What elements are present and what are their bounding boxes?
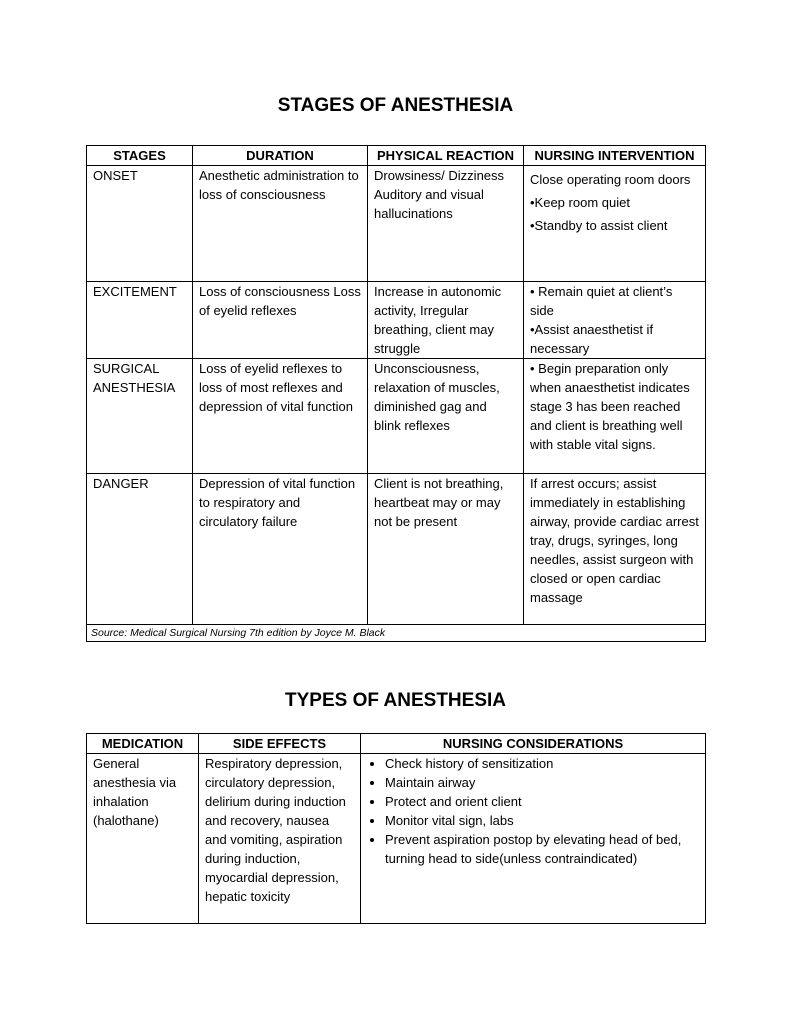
header-duration: DURATION: [193, 146, 368, 166]
stage-cell: EXCITEMENT: [87, 282, 193, 359]
duration-cell: Anesthetic administration to loss of consciousness: [193, 166, 368, 282]
table-row: [87, 282, 706, 359]
source-row: [87, 625, 706, 642]
reaction-cell: Unconsciousness, relaxation of muscles, diminished gag and blink reflexes: [368, 359, 524, 474]
header-nursing-considerations: NURSING CONSIDERATIONS: [361, 734, 706, 754]
intervention-line: •Standby to assist client: [530, 218, 668, 233]
intervention-line: If arrest occurs; assist immediately in establishing airway, provide cardiac arrest tray, drugs, syringes, long needles, assist surgeon with closed or open cardiac massage: [530, 476, 699, 605]
stage-cell: DANGER: [87, 474, 193, 625]
intervention-line: •Keep room quiet: [530, 195, 630, 210]
duration-cell: Loss of eyelid reflexes to loss of most reflexes and depression of vital function: [193, 359, 368, 474]
intervention-line: Close operating room doors: [530, 172, 691, 187]
table-row: [87, 754, 706, 924]
side-effects-cell: Respiratory depression, circulatory depression, delirium during induction and recovery, nausea and vomiting, aspiration during induction, myocardial depression, hepatic toxicity: [199, 754, 361, 924]
intervention-line: • Begin preparation only when anaesthetist indicates stage 3 has been reached and client is breathing well with stable vital signs.: [530, 361, 690, 452]
stage-cell: SURGICAL ANESTHESIA: [87, 359, 193, 474]
list-item: • Monitor vital sign, labs: [385, 811, 699, 830]
header-nursing-intervention: NURSING INTERVENTION: [524, 146, 706, 166]
duration-cell: Loss of consciousness Loss of eyelid reflexes: [193, 282, 368, 359]
considerations-list: [367, 754, 699, 868]
intervention-line: • Remain quiet at client’s side: [530, 284, 673, 318]
medication-cell: General anesthesia via inhalation (halothane): [87, 754, 199, 924]
stage-cell: ONSET: [87, 166, 193, 282]
types-header-row: [87, 734, 706, 754]
header-side-effects: SIDE EFFECTS: [199, 734, 361, 754]
header-medication: MEDICATION: [87, 734, 199, 754]
considerations-cell: [361, 754, 706, 924]
stages-title: STAGES OF ANESTHESIA: [277, 95, 514, 116]
stages-table: [86, 145, 706, 642]
types-title: TYPES OF ANESTHESIA: [285, 690, 506, 711]
header-stages: STAGES: [87, 146, 193, 166]
source-citation: Source: Medical Surgical Nursing 7th edition by Joyce M. Black: [87, 625, 706, 642]
list-item: • Maintain airway: [385, 773, 699, 792]
table-row: [87, 474, 706, 625]
intervention-cell: [524, 359, 706, 474]
intervention-cell: [524, 282, 706, 359]
intervention-cell: [524, 474, 706, 625]
table-row: [87, 359, 706, 474]
header-physical-reaction: PHYSICAL REACTION: [368, 146, 524, 166]
types-table: [86, 733, 706, 924]
list-item: • Check history of sensitization: [385, 754, 699, 773]
reaction-cell: Client is not breathing, heartbeat may or may not be present: [368, 474, 524, 625]
reaction-cell: Increase in autonomic activity, Irregular breathing, client may struggle: [368, 282, 524, 359]
list-item: • Prevent aspiration postop by elevating head of bed, turning head to side(unless contraindicated): [385, 830, 699, 868]
stages-header-row: [87, 146, 706, 166]
intervention-line: •Assist anaesthetist if necessary: [530, 322, 654, 356]
duration-cell: Depression of vital function to respiratory and circulatory failure: [193, 474, 368, 625]
table-row: [87, 166, 706, 282]
intervention-cell: [524, 166, 706, 282]
list-item: • Protect and orient client: [385, 792, 699, 811]
reaction-cell: Drowsiness/ Dizziness Auditory and visual hallucinations: [368, 166, 524, 282]
